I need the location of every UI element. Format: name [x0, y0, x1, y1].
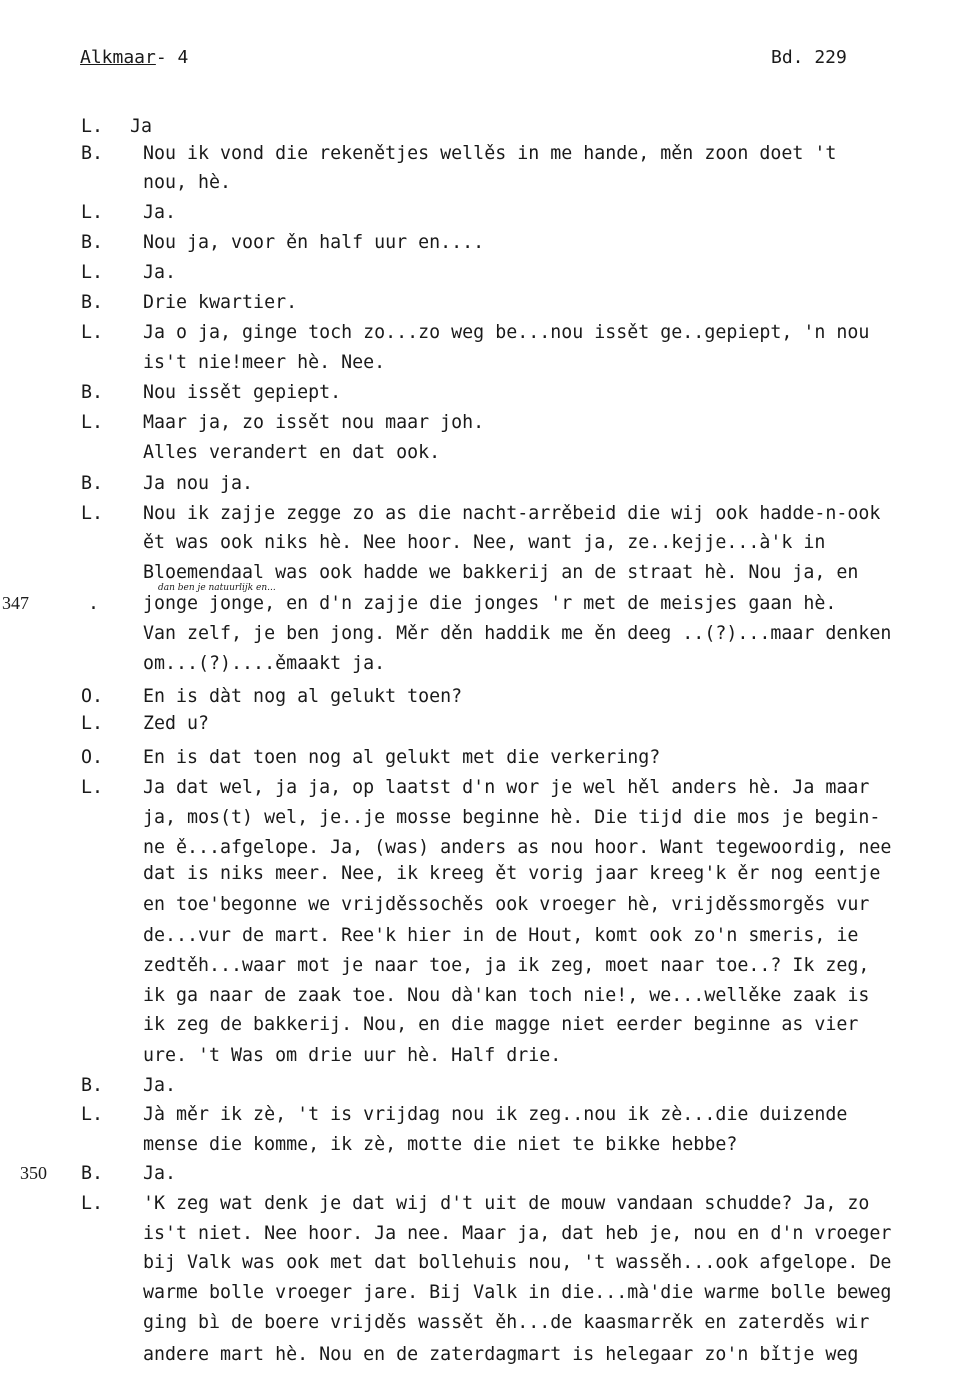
utterance-text: Ja. [143, 262, 177, 283]
speaker-label: B. [81, 382, 104, 403]
transcript-line [0, 442, 973, 472]
transcript-line [0, 1104, 973, 1134]
utterance-text: ik zeg de bakkerij. Nou, en die magge niet eerder beginne as vier [143, 1014, 859, 1035]
speaker-label: B. [81, 1075, 104, 1096]
transcript-line [0, 1344, 973, 1374]
utterance-text: Nou ik zajje zegge zo as die nacht-arrěbeid die wij ook hadde-n-ook [143, 503, 881, 524]
line-number: 350 [20, 1163, 47, 1183]
transcript-line [0, 412, 973, 442]
utterance-text: ik ga naar de zaak toe. Nou dà'kan toch nie!, we...wellěke zaak is [143, 985, 870, 1006]
transcript-line [0, 686, 973, 716]
speaker-label: L. [81, 503, 104, 524]
transcript-line [0, 1163, 973, 1193]
transcript-line [0, 863, 973, 893]
volume-number: Bd. 229 [771, 47, 847, 68]
transcript-line [0, 1252, 973, 1282]
transcript-line [0, 955, 973, 985]
utterance-text: is't nie!meer hè. Nee. [143, 352, 386, 373]
utterance-text: dat is niks meer. Nee, ik kreeg ět vorig jaar kreeg'k ěr nog eentje [143, 863, 881, 884]
utterance-text: warme bolle vroeger jare. Bij Valk in die...mà'die warme bolle beweg [143, 1282, 892, 1303]
utterance-text: om...(?)....ěmaakt ja. [143, 653, 386, 674]
utterance-text: mense die komme, ik zè, motte die niet te bikke hebbe? [143, 1134, 738, 1155]
utterance-text: ja, mos(t) wel, je..je mosse beginne hè. Die tijd die mos je begin- [143, 807, 881, 828]
speaker-label: B. [81, 232, 104, 253]
speaker-label: L. [81, 116, 104, 137]
speaker-label: B. [81, 473, 104, 494]
utterance-text: Ja. [143, 1163, 177, 1184]
transcript-line [0, 1045, 973, 1075]
speaker-label: L. [81, 713, 104, 734]
utterance-text: Maar ja, zo issět nou maar joh. [143, 412, 485, 433]
transcript-line [0, 593, 973, 623]
utterance-text: Ja [130, 116, 153, 137]
utterance-text: Drie kwartier. [143, 292, 298, 313]
transcript-line [0, 562, 973, 592]
speaker-label: L. [81, 202, 104, 223]
utterance-text: Jà měr ik zè, 't is vrijdag nou ik zeg..nou ik zè...die duizende [143, 1104, 848, 1125]
utterance-text: bij Valk was ook met dat bollehuis nou, 't wassěh...ook afgelope. De [143, 1252, 892, 1273]
utterance-text: Ja nou ja. [143, 473, 254, 494]
speaker-label: O. [81, 686, 104, 707]
transcript-line [0, 807, 973, 837]
utterance-text: is't niet. Nee hoor. Ja nee. Maar ja, dat heb je, nou en d'n vroeger [143, 1223, 892, 1244]
utterance-text: En is dat toen nog al gelukt met die verkering? [143, 747, 661, 768]
transcript-line [0, 503, 973, 533]
transcript-line [0, 532, 973, 562]
transcript-line [0, 352, 973, 382]
sheet-number: - 4 [155, 47, 189, 68]
utterance-text: Bloemendaal was ook hadde we bakkerij an de straat hè. Nou ja, en [143, 562, 859, 583]
page-header-place [80, 47, 188, 68]
utterance-text: Nou ja, voor ěn half uur en.... [143, 232, 485, 253]
transcript-line [0, 713, 973, 743]
utterance-text: de...vur de mart. Ree'k hier in de Hout, komt ook zo'n smeris, ie [143, 925, 859, 946]
utterance-text: Zed u? [143, 713, 210, 734]
transcript-line [0, 1075, 973, 1105]
utterance-text: zedtěh...waar mot je naar toe, ja ik zeg, moet naar toe..? Ik zeg, [143, 955, 870, 976]
utterance-text: en toe'begonne we vrijděssochěs ook vroeger hè, vrijděssmorgěs vur [143, 894, 870, 915]
utterance-text: andere mart hè. Nou en de zaterdagmart is helegaar zo'n bǐtje weg [143, 1344, 859, 1365]
transcript-line [0, 382, 973, 412]
transcript-line [0, 1312, 973, 1342]
transcript-line [0, 473, 973, 503]
utterance-text: ging bì de boere vrijděs wassět ěh...de kaasmarrěk en zaterděs wir [143, 1312, 870, 1333]
speaker-label: L. [81, 412, 104, 433]
utterance-text: Alles verandert en dat ook. [143, 442, 441, 463]
speaker-label: L. [81, 1104, 104, 1125]
transcript-line [0, 894, 973, 924]
utterance-text: Van zelf, je ben jong. Měr děn haddik me ěn deeg ..(?)...maar denken [143, 623, 892, 644]
handwritten-annotation: dan ben je natuurlijk en... [158, 583, 276, 593]
utterance-text: Ja dat wel, ja ja, op laatst d'n wor je wel hěl anders hè. Ja maar [143, 777, 870, 798]
utterance-text: ure. 't Was om drie uur hè. Half drie. [143, 1045, 562, 1066]
place-name: Alkmaar [80, 47, 156, 68]
speaker-label: L. [81, 322, 104, 343]
transcript-line [0, 116, 973, 146]
speaker-label: . [88, 593, 100, 614]
speaker-label: O. [81, 747, 104, 768]
speaker-label: L. [81, 262, 104, 283]
transcript-line [0, 143, 973, 173]
speaker-label: B. [81, 292, 104, 313]
transcript-line [0, 747, 973, 777]
transcript-line [0, 623, 973, 653]
utterance-text: Nou ik vond die rekenětjes wellěs in me hande, měn zoon doet 't [143, 143, 837, 164]
utterance-text: nou, hè. [143, 172, 232, 193]
utterance-text: 'K zeg wat denk je dat wij d't uit de mouw vandaan schudde? Ja, zo [143, 1193, 870, 1214]
transcript-line [0, 172, 973, 202]
transcript-line [0, 985, 973, 1015]
utterance-text: Ja o ja, ginge toch zo...zo weg be...nou issět ge..gepiept, 'n nou [143, 322, 870, 343]
transcript-line [0, 322, 973, 352]
speaker-label: L. [81, 1193, 104, 1214]
utterance-text: Ja. [143, 1075, 177, 1096]
transcript-line [0, 202, 973, 232]
utterance-text: En is dàt nog al gelukt toen? [143, 686, 463, 707]
transcript-line [0, 777, 973, 807]
transcript-line [0, 232, 973, 262]
transcript-line [0, 1014, 973, 1044]
utterance-text: Nou issět gepiept. [143, 382, 342, 403]
speaker-label: L. [81, 777, 104, 798]
utterance-text: jonge jonge, en d'n zajje die jonges 'r met de meisjes gaan hè. [143, 593, 837, 614]
speaker-label: B. [81, 1163, 104, 1184]
utterance-text: ne ě...afgelope. Ja, (was) anders as nou hoor. Want tegewoordig, nee [143, 837, 892, 858]
transcript-line [0, 1193, 973, 1223]
transcript-line [0, 1134, 973, 1164]
transcript-line [0, 925, 973, 955]
transcript-line [0, 653, 973, 683]
transcript-line [0, 292, 973, 322]
transcript-line [0, 1282, 973, 1312]
utterance-text: ět was ook niks hè. Nee hoor. Nee, want ja, ze..kejje...à'k in [143, 532, 826, 553]
transcript-line [0, 1223, 973, 1253]
utterance-text: Ja. [143, 202, 177, 223]
line-number: 347 [2, 593, 29, 613]
transcript-line [0, 262, 973, 292]
speaker-label: B. [81, 143, 104, 164]
